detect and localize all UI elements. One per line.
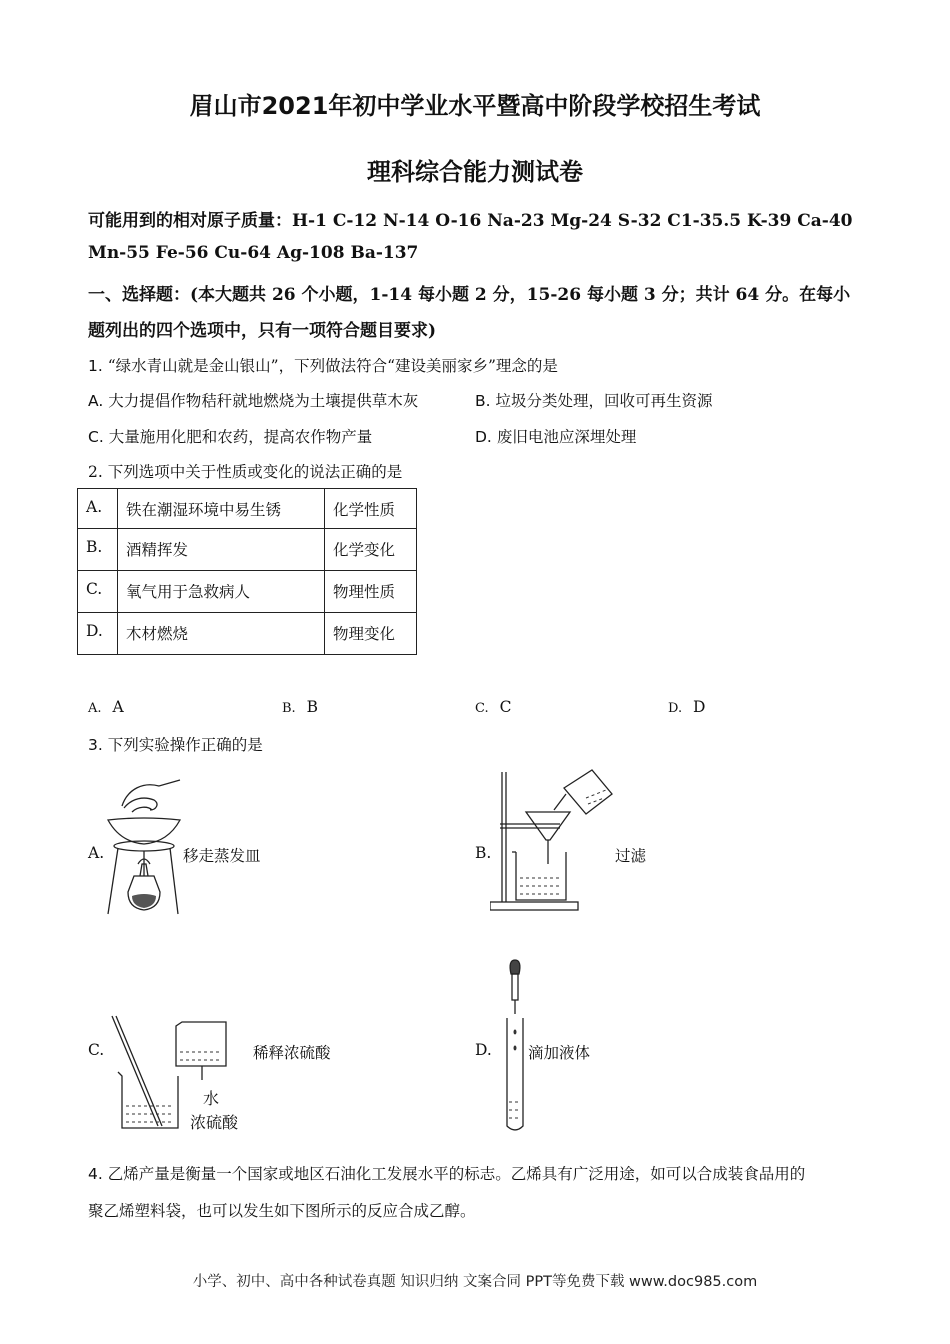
option-text: 垃圾分类处理，回收可再生资源: [495, 392, 713, 410]
table-cell: C.: [78, 571, 118, 613]
option-key: A.: [88, 392, 104, 410]
q3-option-a-key: A.: [88, 844, 105, 862]
q2-stem: 2. 下列选项中关于性质或变化的说法正确的是: [88, 463, 403, 481]
table-row: [78, 489, 417, 529]
table-cell: A.: [78, 489, 118, 529]
table-cell: 化学性质: [325, 489, 417, 529]
table-cell: 氧气用于急救病人: [118, 571, 325, 613]
q2-choice-a: [88, 698, 124, 716]
water-label: 水: [203, 1089, 220, 1108]
table-cell: 酒精挥发: [118, 529, 325, 571]
choice-key: B.: [282, 701, 296, 716]
q4-text: 乙烯产量是衡量一个国家或地区石油化工发展水平的标志。乙烯具有广泛用途，如可以合成装食品用的: [107, 1165, 806, 1183]
q1-stem: [88, 354, 558, 376]
choice-key: C.: [475, 701, 489, 716]
evaporating-dish-figure: [104, 776, 184, 918]
filtration-figure: [490, 764, 620, 914]
option-text: 大力提倡作物秸秆就地燃烧为土壤提供草木灰: [108, 392, 419, 410]
choice-text: B: [306, 698, 319, 716]
q4-stem-line1: [88, 1162, 805, 1184]
option-key: B.: [475, 392, 491, 410]
table-cell: 木材燃烧: [118, 613, 325, 655]
q4-stem-line2: 聚乙烯塑料袋，也可以发生如下图所示的反应合成乙醇。: [88, 1202, 476, 1220]
q3-option-c-caption: 稀释浓硫酸: [253, 1044, 331, 1062]
table-cell: 物理性质: [325, 571, 417, 613]
table-cell: 铁在潮湿环境中易生锈: [118, 489, 325, 529]
atomic-masses-line2: Mn-55 Fe-56 Cu-64 Ag-108 Ba-137: [88, 243, 419, 263]
option-key: D.: [475, 428, 492, 446]
choice-key: A.: [88, 701, 102, 716]
table-cell: 物理变化: [325, 613, 417, 655]
q3-stem: [88, 733, 263, 755]
option-key: C.: [88, 428, 104, 446]
choice-text: C: [499, 698, 512, 716]
atomic-masses-line1: 可能用到的相对原子质量：H-1 C-12 N-14 O-16 Na-23 Mg-24 S-32 C1-35.5 K-39 Ca-40: [88, 211, 853, 231]
table-row: [78, 529, 417, 571]
choice-key: D.: [668, 701, 683, 716]
q1-option-a: [88, 389, 418, 411]
table-cell: 化学变化: [325, 529, 417, 571]
section-heading-line2: 题列出的四个选项中，只有一项符合题目要求): [88, 321, 437, 341]
concentrated-acid-label: 浓硫酸: [190, 1113, 239, 1132]
q2-choice-c: [475, 698, 511, 716]
table-cell: D.: [78, 613, 118, 655]
q3-option-b-key: B.: [475, 844, 492, 862]
q1-number: 1.: [88, 357, 103, 375]
section-heading-line1: 一、选择题：(本大题共 26 个小题，1-14 每小题 2 分，15-26 每小题 3 分；共计 64 分。在每小: [88, 285, 851, 305]
choice-text: D: [693, 698, 706, 716]
q1-stem-text: “绿水青山就是金山银山”，下列做法符合“建设美丽家乡”理念的是: [107, 357, 558, 375]
choice-text: A: [112, 698, 124, 716]
q3-option-a-caption: 移走蒸发皿: [183, 847, 261, 865]
q1-option-b: [475, 389, 713, 411]
q3-option-d-caption: 滴加液体: [528, 1044, 591, 1062]
q2-choice-d: [668, 698, 705, 716]
q4-number: 4.: [88, 1165, 103, 1183]
option-text: 大量施用化肥和农药，提高农作物产量: [108, 428, 373, 446]
dropper-figure: [500, 956, 530, 1136]
q1-option-c: [88, 425, 372, 447]
table-row: [78, 613, 417, 655]
exam-title: 眉山市2021年初中学业水平暨高中阶段学校招生考试: [189, 92, 761, 120]
q1-option-d: [475, 425, 636, 447]
q2-choice-b: [282, 698, 318, 716]
table-row: [78, 571, 417, 613]
q3-stem-text: 下列实验操作正确的是: [107, 736, 263, 754]
q3-option-b-caption: 过滤: [615, 847, 647, 865]
option-text: 废旧电池应深埋处理: [496, 428, 637, 446]
q3-number: 3.: [88, 736, 103, 754]
table-cell: B.: [78, 529, 118, 571]
exam-subtitle: 理科综合能力测试卷: [367, 158, 583, 186]
footer-text: 小学、初中、高中各种试卷真题 知识归纳 文案合同 PPT等免费下载 www.doc985.com: [192, 1274, 758, 1290]
q2-table: [77, 488, 417, 655]
q3-option-c-key: C.: [88, 1041, 105, 1059]
q3-option-d-key: D.: [475, 1041, 492, 1059]
